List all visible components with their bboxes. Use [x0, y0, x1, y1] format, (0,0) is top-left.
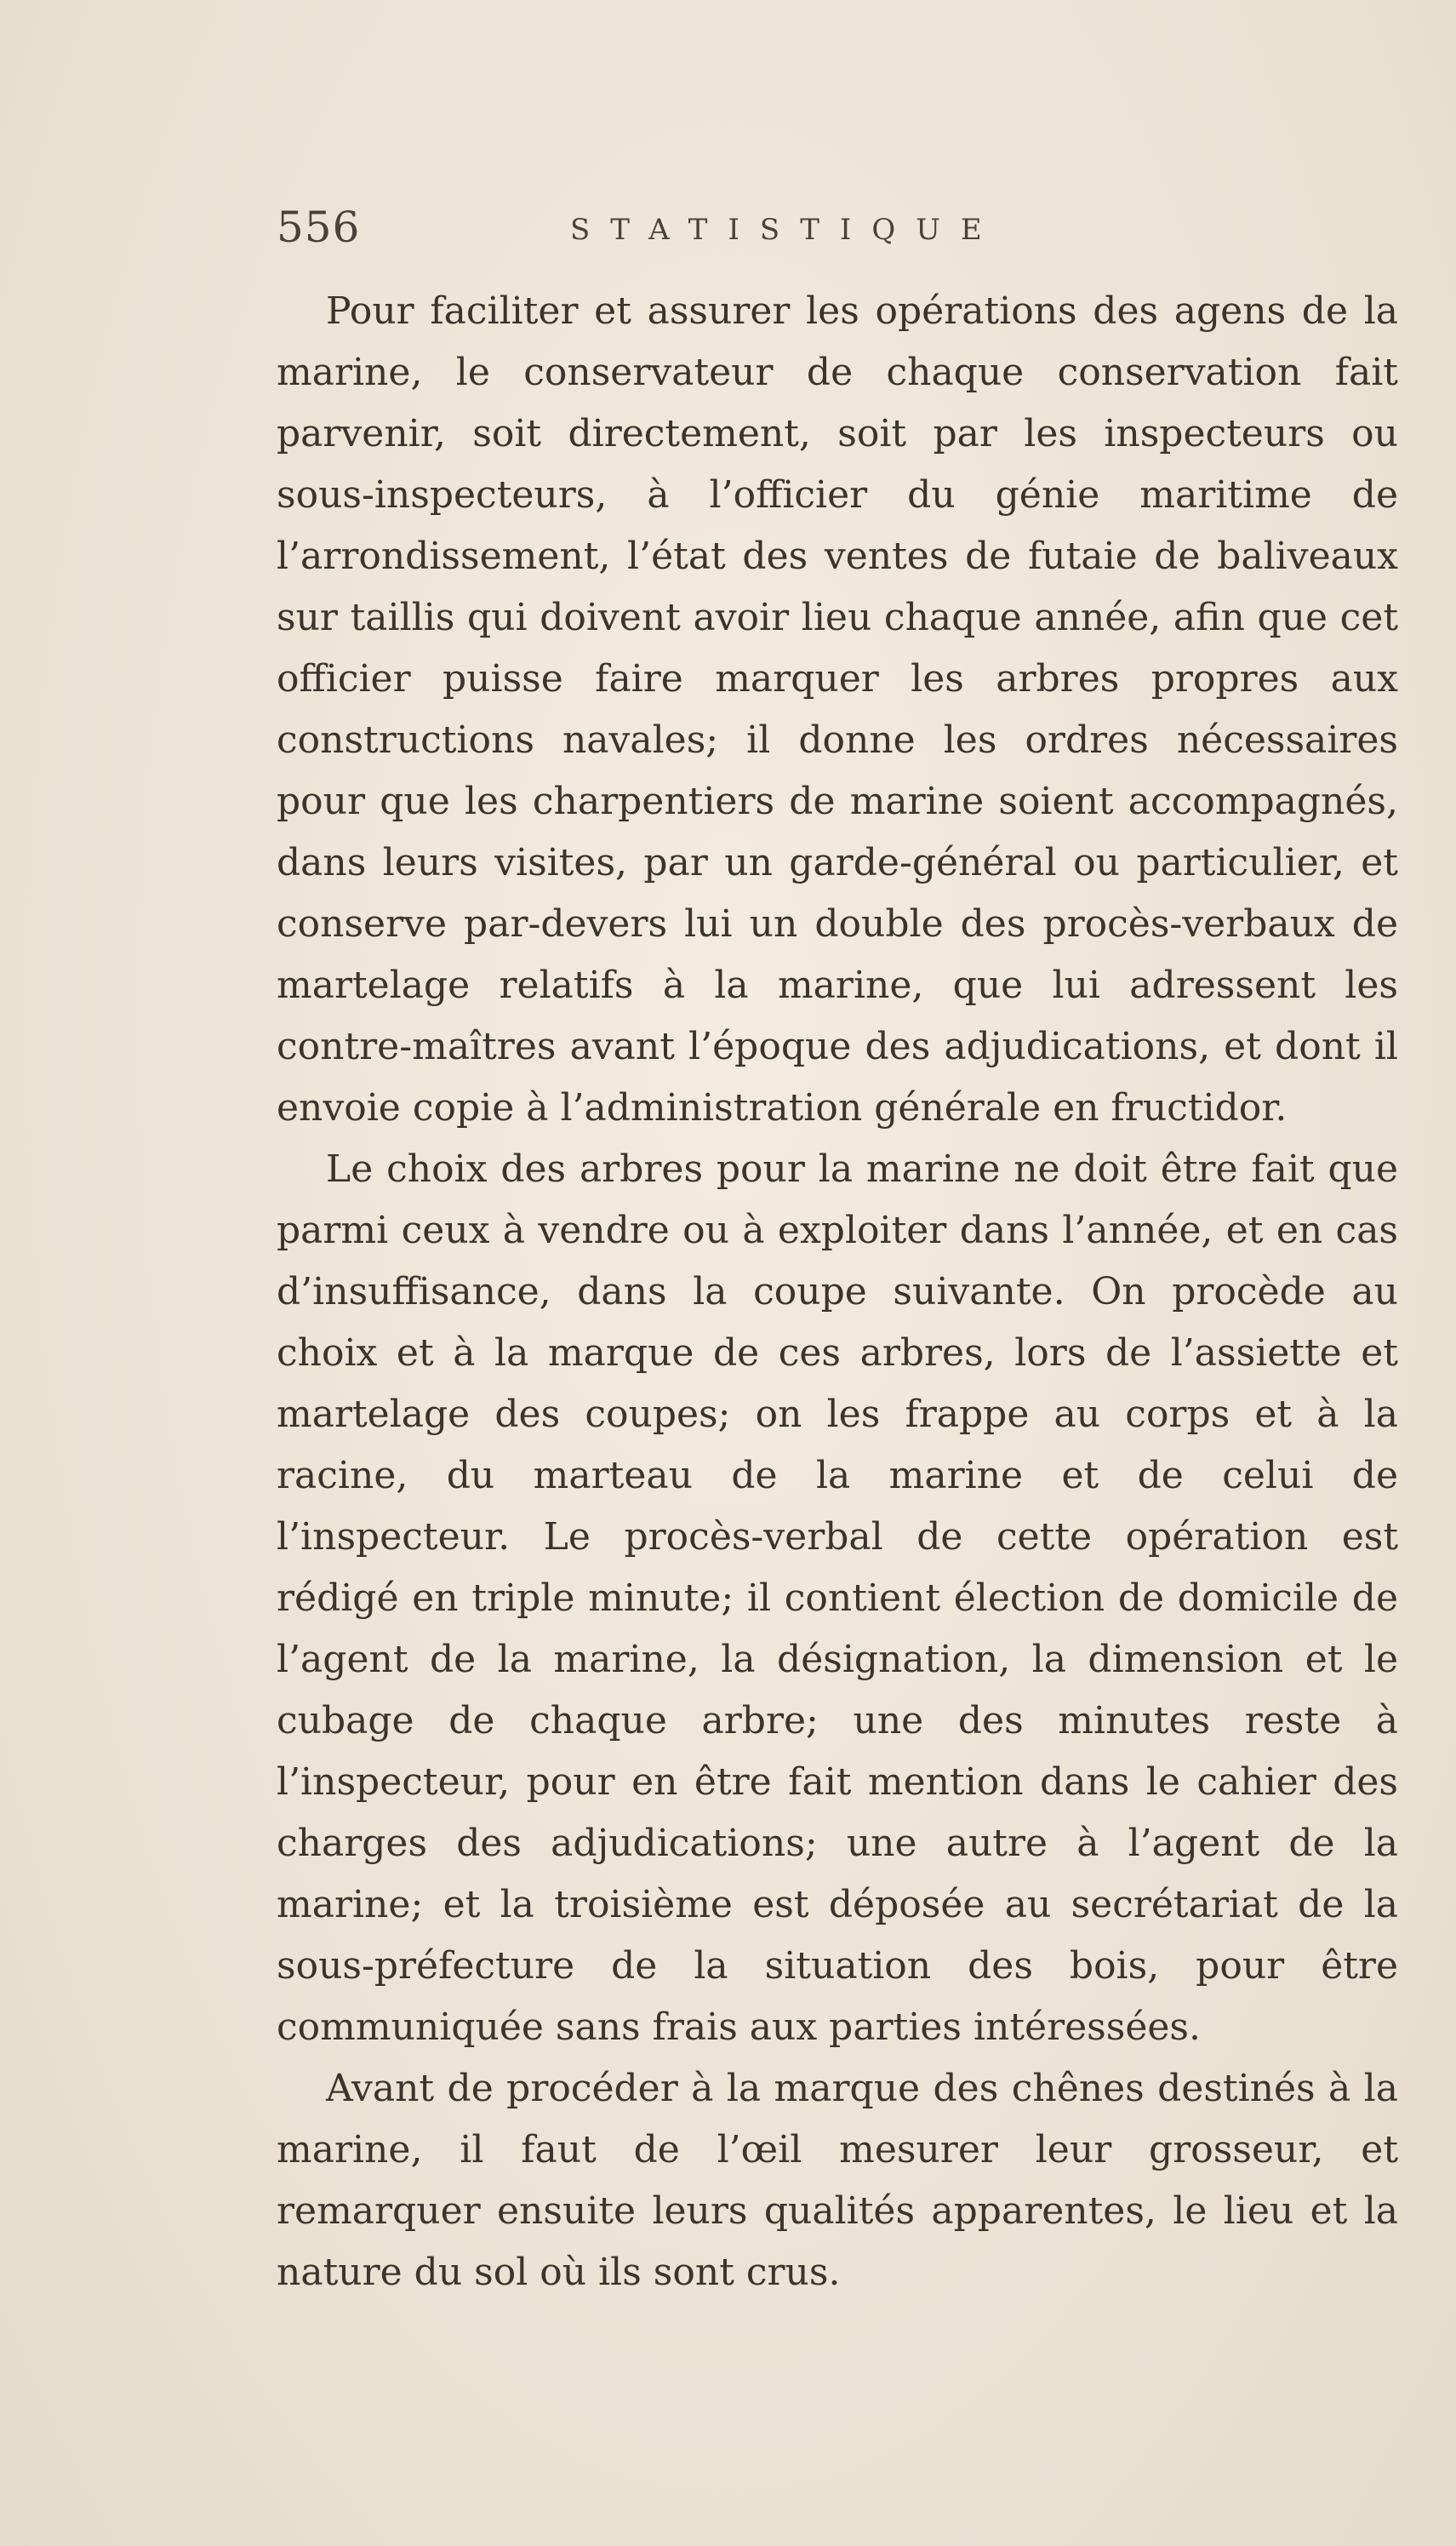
paragraph-2: Le choix des arbres pour la marine ne doit être fait que parmi ceux à vendre ou à exploiter dans l’année, et en cas d’insuffisance, dans la coupe suivante. On procède au choix et à la marque de ces arbres, lors de l’assiette et martelage des coupes; on les frappe au corps et à la racine, du marteau de la marine et de celui de l’inspecteur. Le procès-verbal de cette opération est rédigé en triple minute; il contient élection de domicile de l’agent de la marine, la désignation, la dimension et le cubage de chaque arbre; une des minutes reste à l’inspecteur, pour en être fait mention dans le cahier des charges des adjudications; une autre à l’agent de la marine; et la troisième est déposée au secrétariat de la sous-préfecture de la situation des bois, pour être communiquée sans frais aux parties intéressées. — [277, 1147, 1398, 2049]
body-text — [277, 281, 1398, 2303]
running-title: STATISTIQUE — [570, 213, 1002, 247]
page-header — [277, 203, 1128, 262]
paragraph-3: Avant de procéder à la marque des chênes destinés à la marine, il faut de l’œil mesurer leur grosseur, et remarquer ensuite leurs qualités apparentes, le lieu et la nature du sol où ils sont crus. — [277, 2067, 1398, 2294]
page-number: 556 — [277, 203, 361, 252]
paragraph-1: Pour faciliter et assurer les opérations des agens de la marine, le conservateur de chaque conservation fait parvenir, soit directement, soit par les inspecteurs ou sous-inspecteurs, à l’officier du génie maritime de l’arrondissement, l’état des ventes de futaie de baliveaux sur taillis qui doivent avoir lieu chaque année, afin que cet officier puisse faire marquer les arbres propres aux constructions navales; il donne les ordres nécessaires pour que les charpentiers de marine soient accompagnés, dans leurs visites, par un garde-général ou particulier, et conserve par-devers lui un double des procès-verbaux de martelage relatifs à la marine, que lui adressent les contre-maîtres avant l’époque des adjudications, et dont il envoie copie à l’administration générale en fructidor. — [277, 289, 1398, 1130]
